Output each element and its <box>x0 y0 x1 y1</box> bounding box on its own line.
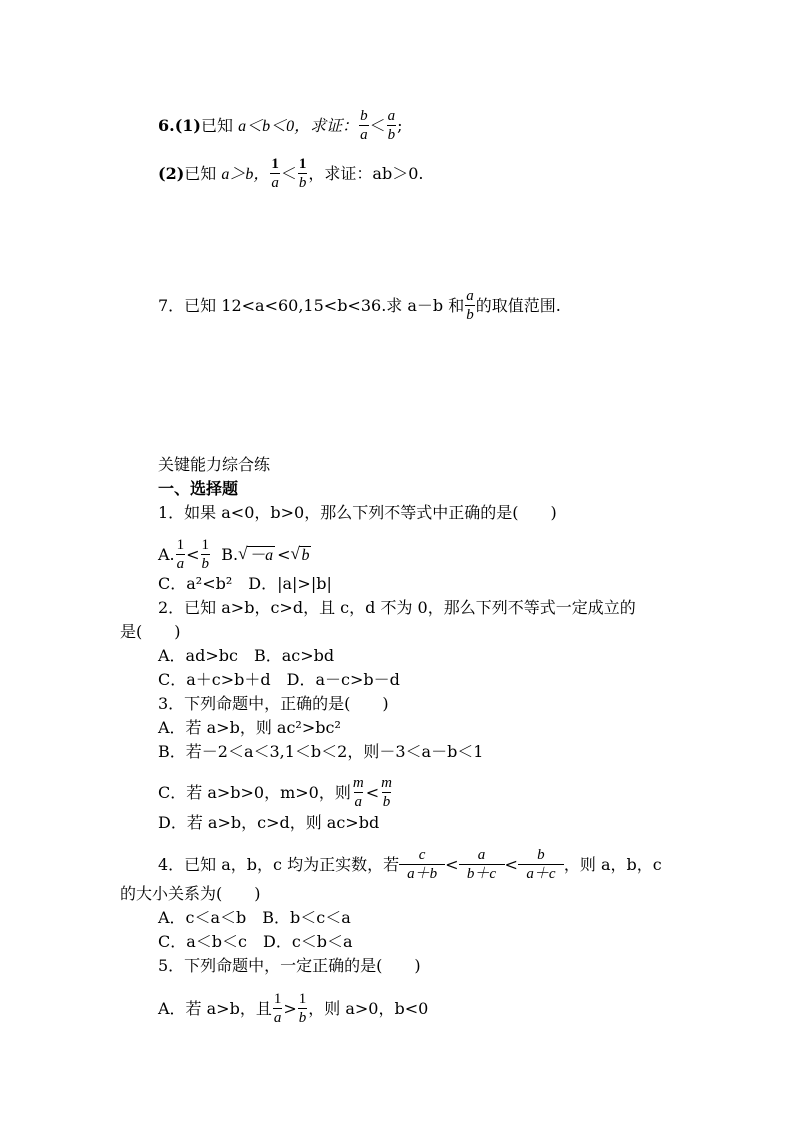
mc-q3-option-c: C．若 a>b>0，m>0，则 $\frac{m}{a}$ < $\frac{m}{b}$ <box>158 775 392 810</box>
section-title: 关键能力综合练 <box>158 455 271 474</box>
fraction: $\frac{m}{a}$ <box>352 775 364 810</box>
mc-q3-option-d: D．若 a>b，c>d，则 ac>bd <box>158 813 380 832</box>
fraction: $\frac{a}{b}$ <box>466 288 474 323</box>
fraction: $\frac{1}{a}$ <box>176 537 185 572</box>
mc-q3-option-a: A．若 a>b，则 ac²>bc² <box>158 718 341 737</box>
mc-q1-stem: 1．如果 a<0，b>0，那么下列不等式中正确的是( ) <box>158 503 557 522</box>
mc-q2-options-ab: A．ad>bc B．ac>bd <box>158 646 335 665</box>
fraction: $\frac{a}{b+c}$ <box>460 847 504 884</box>
mc-q4-stem-cont: 的大小关系为( ) <box>120 884 261 903</box>
q6-part2: (2)已知 a＞b， $\frac{1}{a}$ ＜ $\frac{1}{b}$ ，求证：ab＞0. <box>158 156 424 191</box>
mc-q3-stem: 3．下列命题中，正确的是( ) <box>158 694 389 713</box>
q6-number: 6.(1) <box>158 116 201 135</box>
mc-q4-options-cd: C．a＜b＜c D．c＜b＜a <box>158 932 353 951</box>
fraction: $\frac{1}{b}$ <box>201 537 210 572</box>
q6-part1: 6.(1)已知 a＜b＜0，求证： $\frac{b}{a}$ ＜ $\frac{a}{b}$ ; <box>158 108 403 143</box>
fraction: $\frac{1}{a}$ <box>271 156 279 191</box>
mc-q5-option-a: A．若 a>b，且 $\frac{1}{a}$ > $\frac{1}{b}$ ，则 a>0，b<0 <box>158 991 429 1026</box>
mc-q2-stem: 2．已知 a>b，c>d，且 c，d 不为 0，那么下列不等式一定成立的 <box>158 598 636 617</box>
fraction: $\frac{1}{a}$ <box>273 991 282 1026</box>
fraction: $\frac{1}{b}$ <box>298 156 307 191</box>
sqrt: √ －a <box>238 544 274 564</box>
section-subtitle: 一、选择题 <box>158 479 239 498</box>
mc-q2-options-cd: C．a＋c>b＋d D．a－c>b－d <box>158 670 400 689</box>
fraction: $\frac{c}{a+b}$ <box>400 847 444 884</box>
fraction: $\frac{m}{b}$ <box>381 775 392 810</box>
mc-q5-stem: 5．下列命题中，一定正确的是( ) <box>158 956 421 975</box>
mc-q4-options-ab: A．c＜a＜b B．b＜c＜a <box>158 908 351 927</box>
q7-text: 7．已知 12<a<60,15<b<36.求 a－b 和 <box>158 296 465 315</box>
mc-q1-options-cd: C．a²<b² D．|a|>|b| <box>158 574 332 593</box>
fraction: $\frac{b}{a+c}$ <box>519 847 563 884</box>
mc-q3-option-b: B．若－2＜a＜3,1＜b＜2，则－3＜a－b＜1 <box>158 742 484 761</box>
mc-q2-stem-cont: 是( ) <box>120 622 181 641</box>
mc-q4-stem: 4．已知 a，b，c 均为正实数，若 $\frac{c}{a+b}$ < $\frac{a}{b+c}$ < $\frac{b}{a+c}$ ，则 a，b，c <box>158 847 662 882</box>
mc-q1-options-ab: A. $\frac{1}{a}$ < $\frac{1}{b}$ B. √ －a < √ b <box>158 537 310 572</box>
fraction: $\frac{a}{b}$ <box>387 108 396 143</box>
fraction: $\frac{b}{a}$ <box>360 108 368 143</box>
q7: 7．已知 12<a<60,15<b<36.求 a－b 和 $\frac{a}{b}$ 的取值范围. <box>158 288 561 323</box>
fraction: $\frac{1}{b}$ <box>298 991 307 1026</box>
sqrt: √ b <box>290 544 310 564</box>
